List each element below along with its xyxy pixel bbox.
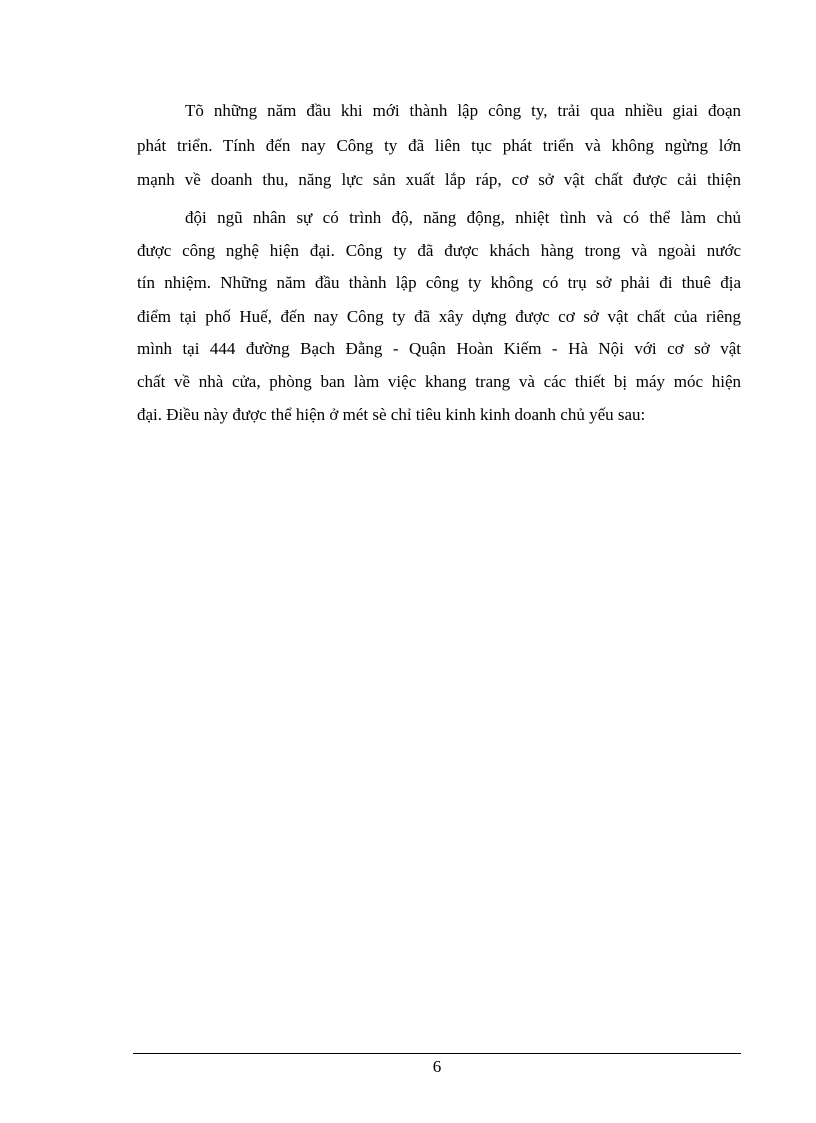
- paragraph-2-line-3: tín nhiệm. Những năm đầu thành lập công ty không có trụ sở phải đi thuê địa: [137, 273, 741, 292]
- page-number: 6: [432, 1057, 442, 1076]
- footer-divider: [133, 1053, 741, 1054]
- paragraph-2-line-7: đại. Điều này được thể hiện ở mét sè chỉ tiêu kinh kinh doanh chủ yếu sau:: [137, 405, 646, 424]
- paragraph-2-line-4: điểm tại phố Huế, đến nay Công ty đã xây dựng được cơ sở vật chất của riêng: [137, 307, 741, 326]
- paragraph-2-line-5: mình tại 444 đường Bạch Đằng - Quận Hoàn Kiếm - Hà Nội với cơ sở vật: [137, 339, 741, 358]
- paragraph-2-line-6: chất về nhà cửa, phòng ban làm việc khang trang và các thiết bị máy móc hiện: [137, 372, 741, 391]
- paragraph-2-line-1: đội ngũ nhân sự có trình độ, năng động, nhiệt tình và có thể làm chủ: [185, 208, 741, 227]
- paragraph-1-line-1: Tõ những năm đầu khi mới thành lập công ty, trải qua nhiều giai đoạn: [185, 101, 741, 120]
- paragraph-1-line-2: phát triển. Tính đến nay Công ty đã liên tục phát triển và không ngừng lớn: [137, 136, 741, 155]
- paragraph-2-line-2: được công nghệ hiện đại. Công ty đã được khách hàng trong và ngoài nước: [137, 241, 741, 260]
- paragraph-1-line-3: mạnh về doanh thu, năng lực sản xuất lắp ráp, cơ sở vật chất được cải thiện: [137, 170, 741, 189]
